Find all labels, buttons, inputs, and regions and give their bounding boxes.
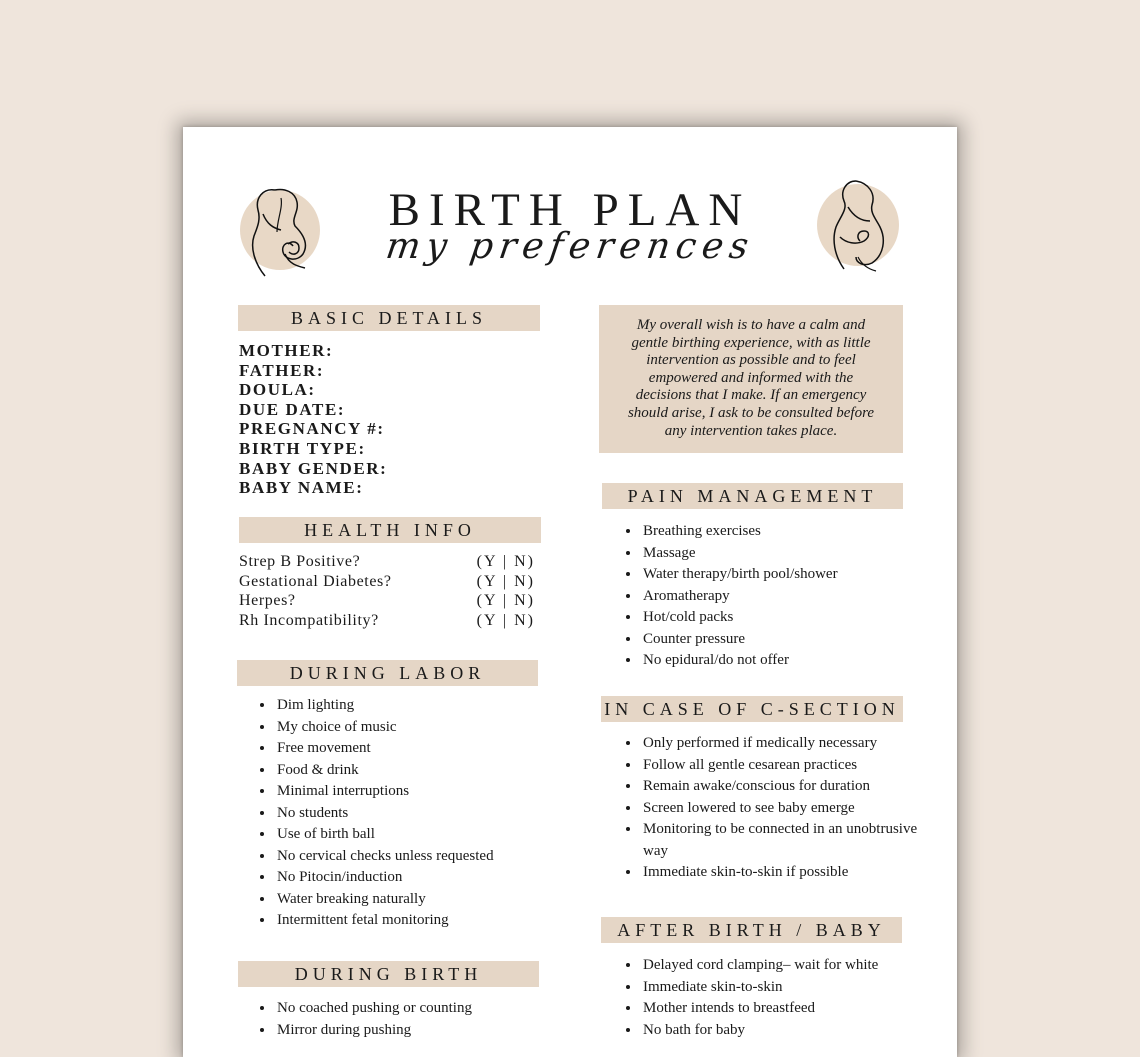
field-label: BABY GENDER:: [239, 458, 388, 478]
list-item: • Only performed if medically necessary: [641, 733, 931, 755]
birth-plan-sheet: [183, 127, 957, 1057]
basic-details-heading: BASIC DETAILS: [238, 305, 540, 331]
list-item: • Dim lighting: [275, 695, 565, 717]
field-label: DUE DATE:: [239, 399, 346, 419]
pain-management-list: [619, 521, 931, 672]
yes-no-options: (Y | N): [476, 592, 535, 610]
list-item: • Follow all gentle cesarean practices: [641, 755, 931, 777]
page-title: BIRTH PLAN: [388, 184, 752, 236]
field-label: PREGNANCY #:: [239, 419, 385, 439]
yes-no-options: (Y | N): [476, 553, 535, 570]
after-birth-heading: AFTER BIRTH / BABY: [601, 917, 902, 943]
health-row: [239, 591, 535, 611]
field-label: MOTHER:: [239, 341, 334, 360]
health-question: Strep B Positive?: [239, 553, 361, 570]
health-question: Rh Incompatibility?: [239, 611, 379, 629]
list-item: • Hot/cold packs: [641, 607, 931, 629]
overall-wish-box: [599, 305, 903, 453]
list-item: • Screen lowered to see baby emerge: [641, 798, 931, 820]
list-item: • Immediate skin-to-skin if possible: [641, 862, 931, 884]
overall-wish-text: My overall wish is to have a calm and gentle birthing experience, with as little intervention as possible and to feel empowered and informed with the decisions that I make. If an emergency should arise, I ask to be consulted before any intervention takes place.: [627, 317, 875, 439]
health-question: Herpes?: [239, 592, 296, 610]
health-row: [239, 572, 535, 592]
list-item: • Mother intends to breastfeed: [641, 998, 931, 1020]
list-item: • Use of birth ball: [275, 824, 565, 846]
list-item: • Breathing exercises: [641, 521, 931, 543]
field-label: BABY NAME:: [239, 478, 364, 498]
list-item: • Massage: [641, 543, 931, 565]
list-item: • Monitoring to be connected in an unobtrusive way: [641, 819, 931, 862]
list-item: • Aromatherapy: [641, 586, 931, 608]
page-subtitle: my preferences: [383, 226, 757, 267]
list-item: • Free movement: [275, 738, 565, 760]
field-label: FATHER:: [239, 360, 325, 380]
health-row: [239, 552, 535, 572]
list-item: • Water therapy/birth pool/shower: [641, 564, 931, 586]
list-item: • Mirror during pushing: [275, 1020, 565, 1042]
health-row: [239, 611, 535, 631]
c-section-heading: IN CASE OF C-SECTION: [601, 696, 903, 722]
list-item: • Immediate skin-to-skin: [641, 977, 931, 999]
during-birth-heading: DURING BIRTH: [238, 961, 539, 987]
list-item: • Remain awake/conscious for duration: [641, 776, 931, 798]
list-item: • No coached pushing or counting: [275, 998, 565, 1020]
after-birth-list: [619, 955, 931, 1041]
during-labor-list: [253, 695, 565, 932]
list-item: • Intermittent fetal monitoring: [275, 910, 565, 932]
list-item: • Food & drink: [275, 760, 565, 782]
list-item: • My choice of music: [275, 717, 565, 739]
list-item: • No epidural/do not offer: [641, 650, 931, 672]
health-info-table: [239, 552, 535, 630]
list-item: • No cervical checks unless requested: [275, 846, 565, 868]
yes-no-options: (Y | N): [476, 572, 535, 590]
field-label: BIRTH TYPE:: [239, 438, 366, 458]
list-item: • No students: [275, 803, 565, 825]
list-item: • Delayed cord clamping– wait for white: [641, 955, 931, 977]
yes-no-options: (Y | N): [476, 611, 535, 629]
basic-details-fields: [239, 341, 387, 498]
during-labor-heading: DURING LABOR: [237, 660, 538, 686]
list-item: • No Pitocin/induction: [275, 867, 565, 889]
field-label: DOULA:: [239, 380, 316, 400]
pain-management-heading: PAIN MANAGEMENT: [602, 483, 903, 509]
list-item: • Water breaking naturally: [275, 889, 565, 911]
list-item: • Minimal interruptions: [275, 781, 565, 803]
c-section-list: [619, 733, 931, 884]
health-info-heading: HEALTH INFO: [239, 517, 541, 543]
during-birth-list: [253, 998, 565, 1041]
list-item: • Counter pressure: [641, 629, 931, 651]
health-question: Gestational Diabetes?: [239, 572, 392, 590]
list-item: • No bath for baby: [641, 1020, 931, 1042]
